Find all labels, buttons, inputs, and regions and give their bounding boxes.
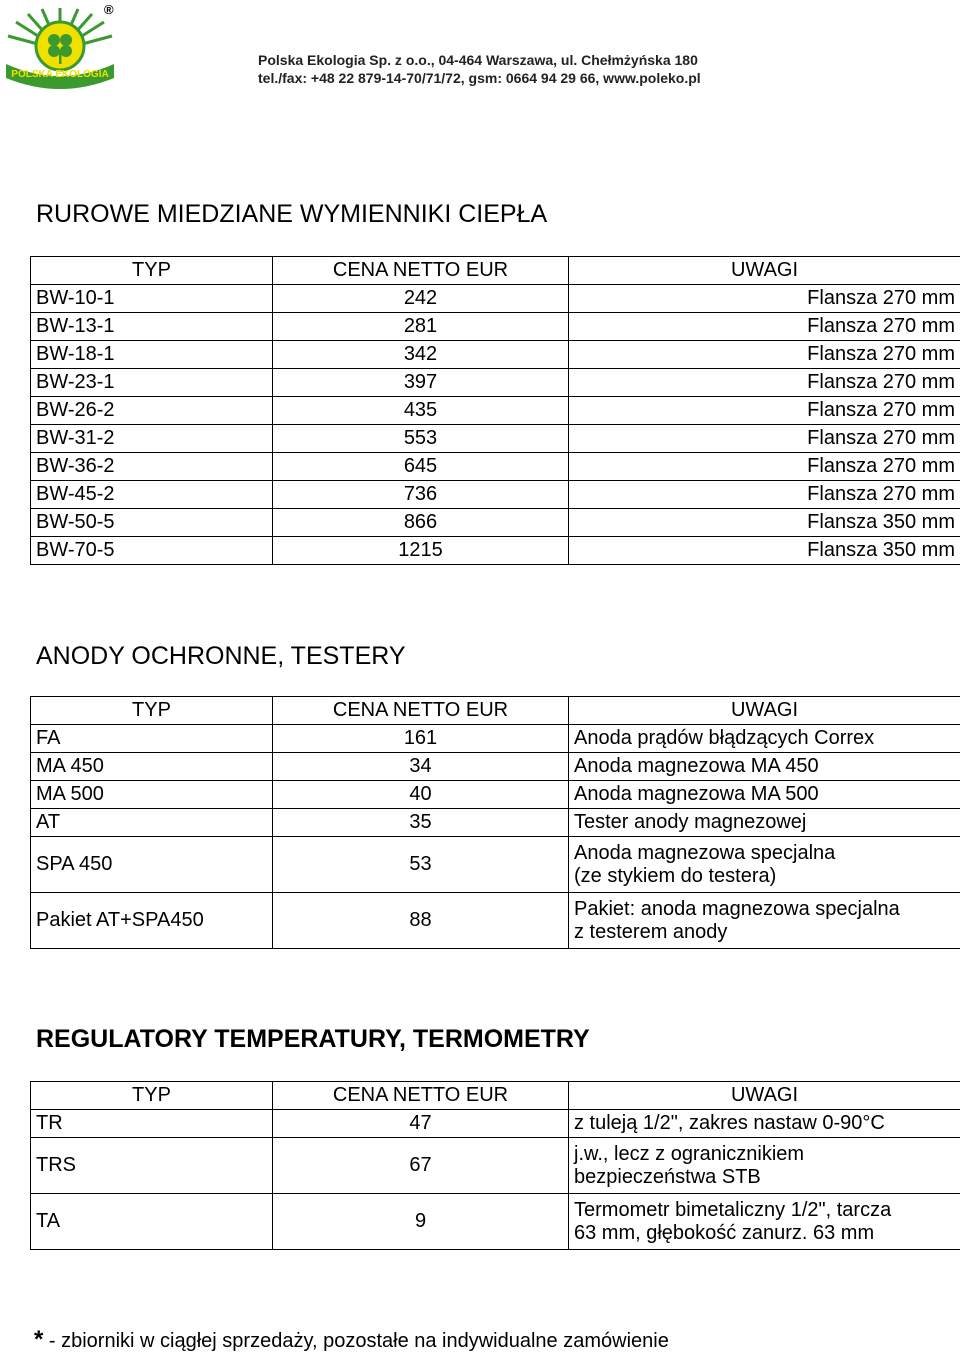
cell-uwagi-line2: bezpieczeństwa STB xyxy=(574,1165,761,1188)
cell-cena: 47 xyxy=(273,1110,569,1138)
cell-uwagi-line2: (ze stykiem do testera) xyxy=(574,864,777,887)
cell-cena: 161 xyxy=(273,725,569,753)
cell-cena: 35 xyxy=(273,809,569,837)
cell-uwagi: Anoda magnezowa MA 500 xyxy=(569,781,960,809)
cell-uwagi: Anoda prądów błądzących Correx xyxy=(569,725,960,753)
table-header-row xyxy=(31,257,960,285)
cell-uwagi xyxy=(569,1138,960,1194)
table-row xyxy=(31,781,960,809)
cell-cena: 553 xyxy=(273,425,569,453)
cell-typ: BW-23-1 xyxy=(31,369,273,397)
table-row xyxy=(31,453,960,481)
cell-uwagi xyxy=(569,1194,960,1250)
cell-cena: 1215 xyxy=(273,537,569,565)
table-row xyxy=(31,481,960,509)
logo-text: POLSKA EKOLOGIA xyxy=(11,69,109,80)
cell-cena: 397 xyxy=(273,369,569,397)
cell-cena: 435 xyxy=(273,397,569,425)
cell-uwagi: Flansza 350 mm xyxy=(569,509,960,537)
table-row xyxy=(31,397,960,425)
table-row xyxy=(31,537,960,565)
cell-cena: 736 xyxy=(273,481,569,509)
cell-uwagi-line1: j.w., lecz z ogranicznikiem xyxy=(574,1142,805,1165)
cell-typ: BW-10-1 xyxy=(31,285,273,313)
cell-cena: 866 xyxy=(273,509,569,537)
cell-typ: BW-31-2 xyxy=(31,425,273,453)
cell-typ: BW-45-2 xyxy=(31,481,273,509)
company-address: Polska Ekologia Sp. z o.o., 04-464 Warszawa, ul. Chełmżyńska 180 xyxy=(258,52,698,68)
cell-uwagi: Tester anody magnezowej xyxy=(569,809,960,837)
cell-typ: BW-18-1 xyxy=(31,341,273,369)
table-row xyxy=(31,509,960,537)
section-title-heat-exchangers: RUROWE MIEDZIANE WYMIENNIKI CIEPŁA xyxy=(36,200,548,228)
table-row xyxy=(31,725,960,753)
cell-uwagi: Flansza 270 mm xyxy=(569,313,960,341)
column-header-cena: CENA NETTO EUR xyxy=(273,697,569,725)
cell-cena: 645 xyxy=(273,453,569,481)
heat-exchangers-table xyxy=(30,256,960,565)
column-header-typ: TYP xyxy=(31,1082,273,1110)
table-row xyxy=(31,1138,960,1194)
cell-uwagi: Flansza 270 mm xyxy=(569,453,960,481)
column-header-typ: TYP xyxy=(31,257,273,285)
cell-cena: 242 xyxy=(273,285,569,313)
cell-uwagi: Flansza 270 mm xyxy=(569,341,960,369)
table-header-row xyxy=(31,697,960,725)
table-row xyxy=(31,1110,960,1138)
column-header-typ: TYP xyxy=(31,697,273,725)
table-header-row xyxy=(31,1082,960,1110)
table-row xyxy=(31,369,960,397)
table-row xyxy=(31,313,960,341)
column-header-cena: CENA NETTO EUR xyxy=(273,257,569,285)
cell-uwagi-line2: z testerem anody xyxy=(574,920,728,943)
table-row xyxy=(31,893,960,949)
cell-cena: 53 xyxy=(273,837,569,893)
cell-cena: 67 xyxy=(273,1138,569,1194)
table-row xyxy=(31,1194,960,1250)
footnote-star: * xyxy=(34,1326,44,1353)
cell-uwagi-line2: 63 mm, głębokość zanurz. 63 mm xyxy=(574,1221,875,1244)
cell-cena: 342 xyxy=(273,341,569,369)
cell-uwagi: Flansza 270 mm xyxy=(569,397,960,425)
cell-uwagi xyxy=(569,837,960,893)
cell-typ: TA xyxy=(31,1194,273,1250)
cell-cena: 281 xyxy=(273,313,569,341)
cell-typ: BW-36-2 xyxy=(31,453,273,481)
regulators-table xyxy=(30,1081,960,1250)
cell-typ: FA xyxy=(31,725,273,753)
anodes-table xyxy=(30,696,960,949)
cell-uwagi-line1: Pakiet: anoda magnezowa specjalna xyxy=(574,897,900,920)
cell-typ: Pakiet AT+SPA450 xyxy=(31,893,273,949)
footnote-text: - zbiorniki w ciągłej sprzedaży, pozostałe na indywidualne zamówienie xyxy=(43,1330,669,1352)
column-header-cena: CENA NETTO EUR xyxy=(273,1082,569,1110)
cell-uwagi: Flansza 270 mm xyxy=(569,369,960,397)
cell-typ: SPA 450 xyxy=(31,837,273,893)
cell-typ: AT xyxy=(31,809,273,837)
section-title-regulators: REGULATORY TEMPERATURY, TERMOMETRY xyxy=(36,1025,590,1053)
company-logo xyxy=(4,6,116,90)
cell-typ: TR xyxy=(31,1110,273,1138)
column-header-uwagi: UWAGI xyxy=(569,257,960,285)
column-header-uwagi: UWAGI xyxy=(569,1082,960,1110)
cell-typ: BW-13-1 xyxy=(31,313,273,341)
cell-typ: TRS xyxy=(31,1138,273,1194)
cell-cena: 88 xyxy=(273,893,569,949)
cell-uwagi: Flansza 270 mm xyxy=(569,285,960,313)
cell-cena: 40 xyxy=(273,781,569,809)
cell-uwagi: Flansza 270 mm xyxy=(569,425,960,453)
cell-typ: MA 500 xyxy=(31,781,273,809)
table-row xyxy=(31,837,960,893)
table-row xyxy=(31,809,960,837)
cell-uwagi: z tuleją 1/2", zakres nastaw 0-90°C xyxy=(569,1110,960,1138)
column-header-uwagi: UWAGI xyxy=(569,697,960,725)
company-contact: tel./fax: +48 22 879-14-70/71/72, gsm: 0664 94 29 66, www.poleko.pl xyxy=(258,70,701,86)
cell-typ: BW-50-5 xyxy=(31,509,273,537)
cell-cena: 34 xyxy=(273,753,569,781)
cell-typ: MA 450 xyxy=(31,753,273,781)
logo-graphic xyxy=(4,6,116,90)
registered-mark: ® xyxy=(104,2,114,17)
section-title-anodes: ANODY OCHRONNE, TESTERY xyxy=(36,642,406,670)
table-row xyxy=(31,753,960,781)
table-row xyxy=(31,341,960,369)
cell-uwagi: Flansza 270 mm xyxy=(569,481,960,509)
table-row xyxy=(31,425,960,453)
cell-uwagi: Anoda magnezowa MA 450 xyxy=(569,753,960,781)
cell-typ: BW-26-2 xyxy=(31,397,273,425)
table-row xyxy=(31,285,960,313)
footnote xyxy=(34,1326,669,1354)
cell-typ: BW-70-5 xyxy=(31,537,273,565)
cell-uwagi-line1: Termometr bimetaliczny 1/2", tarcza xyxy=(574,1198,892,1221)
cell-uwagi-line1: Anoda magnezowa specjalna xyxy=(574,841,836,864)
cell-uwagi xyxy=(569,893,960,949)
cell-cena: 9 xyxy=(273,1194,569,1250)
cell-uwagi: Flansza 350 mm xyxy=(569,537,960,565)
